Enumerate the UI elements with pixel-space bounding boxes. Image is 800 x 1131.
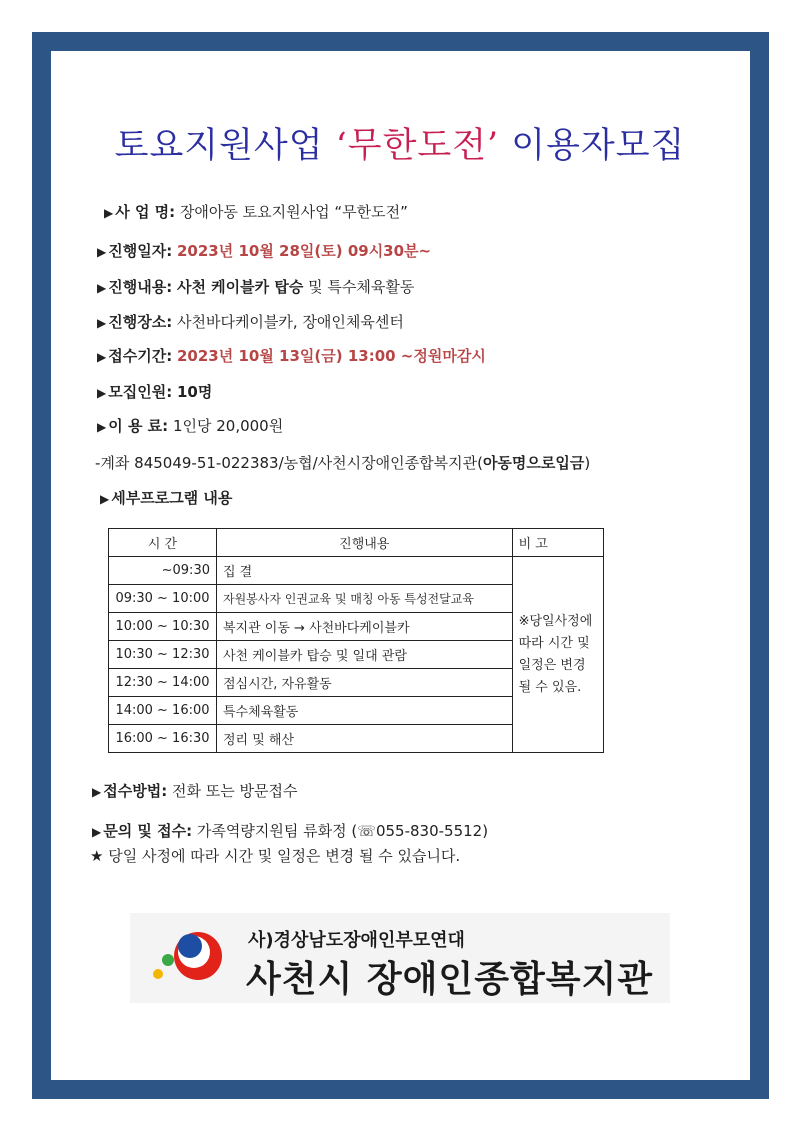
- notice-text: ★ 당일 사정에 따라 시간 및 일정은 변경 될 수 있습니다.: [90, 847, 461, 865]
- info-row-project: [104, 201, 408, 222]
- inquiry-label: 문의 및 접수:: [103, 822, 193, 840]
- info-row-fee: [97, 415, 283, 436]
- arrow-icon: ▶: [97, 316, 107, 330]
- table-row: [109, 557, 604, 585]
- title-part-1: 토요지원사업: [114, 126, 324, 166]
- table-cell-note: ※당일사정에 따라 시간 및 일정은 변경 될 수 있음.: [512, 557, 603, 753]
- arrow-icon: ▶: [97, 350, 107, 364]
- method-value: 전화 또는 방문접수: [171, 782, 298, 800]
- table-cell-time: ~09:30: [109, 557, 217, 585]
- logo-subtitle: 사)경상남도장애인부모연대: [248, 930, 465, 951]
- place-value: 사천바다케이블카, 장애인체육센터: [176, 313, 404, 331]
- info-row-place: [97, 311, 404, 332]
- table-cell-content: 정리 및 해산: [216, 725, 512, 753]
- date-label: 진행일자:: [108, 242, 173, 260]
- arrow-icon: ▶: [97, 420, 107, 434]
- info-row-notice: [90, 845, 460, 866]
- info-row-account: [95, 452, 590, 473]
- fee-value: 1인당 20,000원: [172, 417, 284, 435]
- recruit-value: 10명: [176, 383, 213, 401]
- apply-period-label: 접수기간:: [108, 347, 173, 365]
- info-row-date: [97, 240, 431, 261]
- arrow-icon: ▶: [100, 492, 110, 506]
- info-row-apply-period: [97, 345, 486, 366]
- info-row-inquiry: [92, 820, 488, 841]
- logo-title: 사천시 장애인종합복지관: [246, 959, 654, 1000]
- info-row-recruit: [97, 381, 212, 402]
- table-cell-content: 집 결: [216, 557, 512, 585]
- content-value-rest: 및 특수체육활동: [303, 278, 415, 296]
- fee-label: 이 용 료:: [108, 417, 169, 435]
- table-header-note: 비 고: [512, 529, 603, 557]
- title-part-3: 이용자모집: [511, 126, 686, 166]
- table-cell-content: 특수체육활동: [216, 697, 512, 725]
- table-cell-content: 사천 케이블카 탑승 및 일대 관람: [216, 641, 512, 669]
- organization-emblem-icon: [150, 930, 225, 990]
- project-value: 장애아동 토요지원사업 “무한도전”: [179, 203, 408, 221]
- info-row-content: [97, 276, 414, 297]
- page-title: [0, 118, 800, 168]
- account-value-end: ): [584, 454, 591, 472]
- inquiry-value: 가족역량지원팀 류화정 (☏055-830-5512): [196, 822, 489, 840]
- info-row-program: [100, 487, 232, 508]
- table-cell-time: 10:00 ~ 10:30: [109, 613, 217, 641]
- arrow-icon: ▶: [97, 281, 107, 295]
- table-header-row: [109, 529, 604, 557]
- arrow-icon: ▶: [104, 206, 114, 220]
- content-label: 진행내용:: [108, 278, 173, 296]
- title-part-2: ‘무한도전’: [335, 126, 500, 166]
- account-value: -계좌 845049-51-022383/농협/사천시장애인종합복지관(: [95, 454, 483, 472]
- apply-period-value: 2023년 10월 13일(금) 13:00 ~정원마감시: [176, 347, 486, 365]
- table-header-time: 시 간: [109, 529, 217, 557]
- arrow-icon: ▶: [97, 386, 107, 400]
- table-cell-content: 자원봉사자 인권교육 및 매칭 아동 특성전달교육: [216, 585, 512, 613]
- table-cell-content: 점심시간, 자유활동: [216, 669, 512, 697]
- schedule-table: [108, 528, 604, 753]
- date-value: 2023년 10월 28일(토) 09시30분~: [176, 242, 432, 260]
- table-cell-time: 09:30 ~ 10:00: [109, 585, 217, 613]
- arrow-icon: ▶: [92, 825, 102, 839]
- project-label: 사 업 명:: [115, 203, 176, 221]
- arrow-icon: ▶: [92, 785, 102, 799]
- table-cell-content: 복지관 이동 → 사천바다케이블카: [216, 613, 512, 641]
- table-cell-time: 16:00 ~ 16:30: [109, 725, 217, 753]
- account-value-bold: 아동명으로입금: [482, 454, 585, 472]
- method-label: 접수방법:: [103, 782, 168, 800]
- recruit-label: 모집인원:: [108, 383, 173, 401]
- content-value-bold: 사천 케이블카 탑승: [176, 278, 304, 296]
- table-cell-time: 14:00 ~ 16:00: [109, 697, 217, 725]
- arrow-icon: ▶: [97, 245, 107, 259]
- table-cell-time: 12:30 ~ 14:00: [109, 669, 217, 697]
- place-label: 진행장소:: [108, 313, 173, 331]
- program-label: 세부프로그램 내용: [111, 489, 233, 507]
- table-cell-time: 10:30 ~ 12:30: [109, 641, 217, 669]
- info-row-method: [92, 780, 297, 801]
- table-header-content: 진행내용: [216, 529, 512, 557]
